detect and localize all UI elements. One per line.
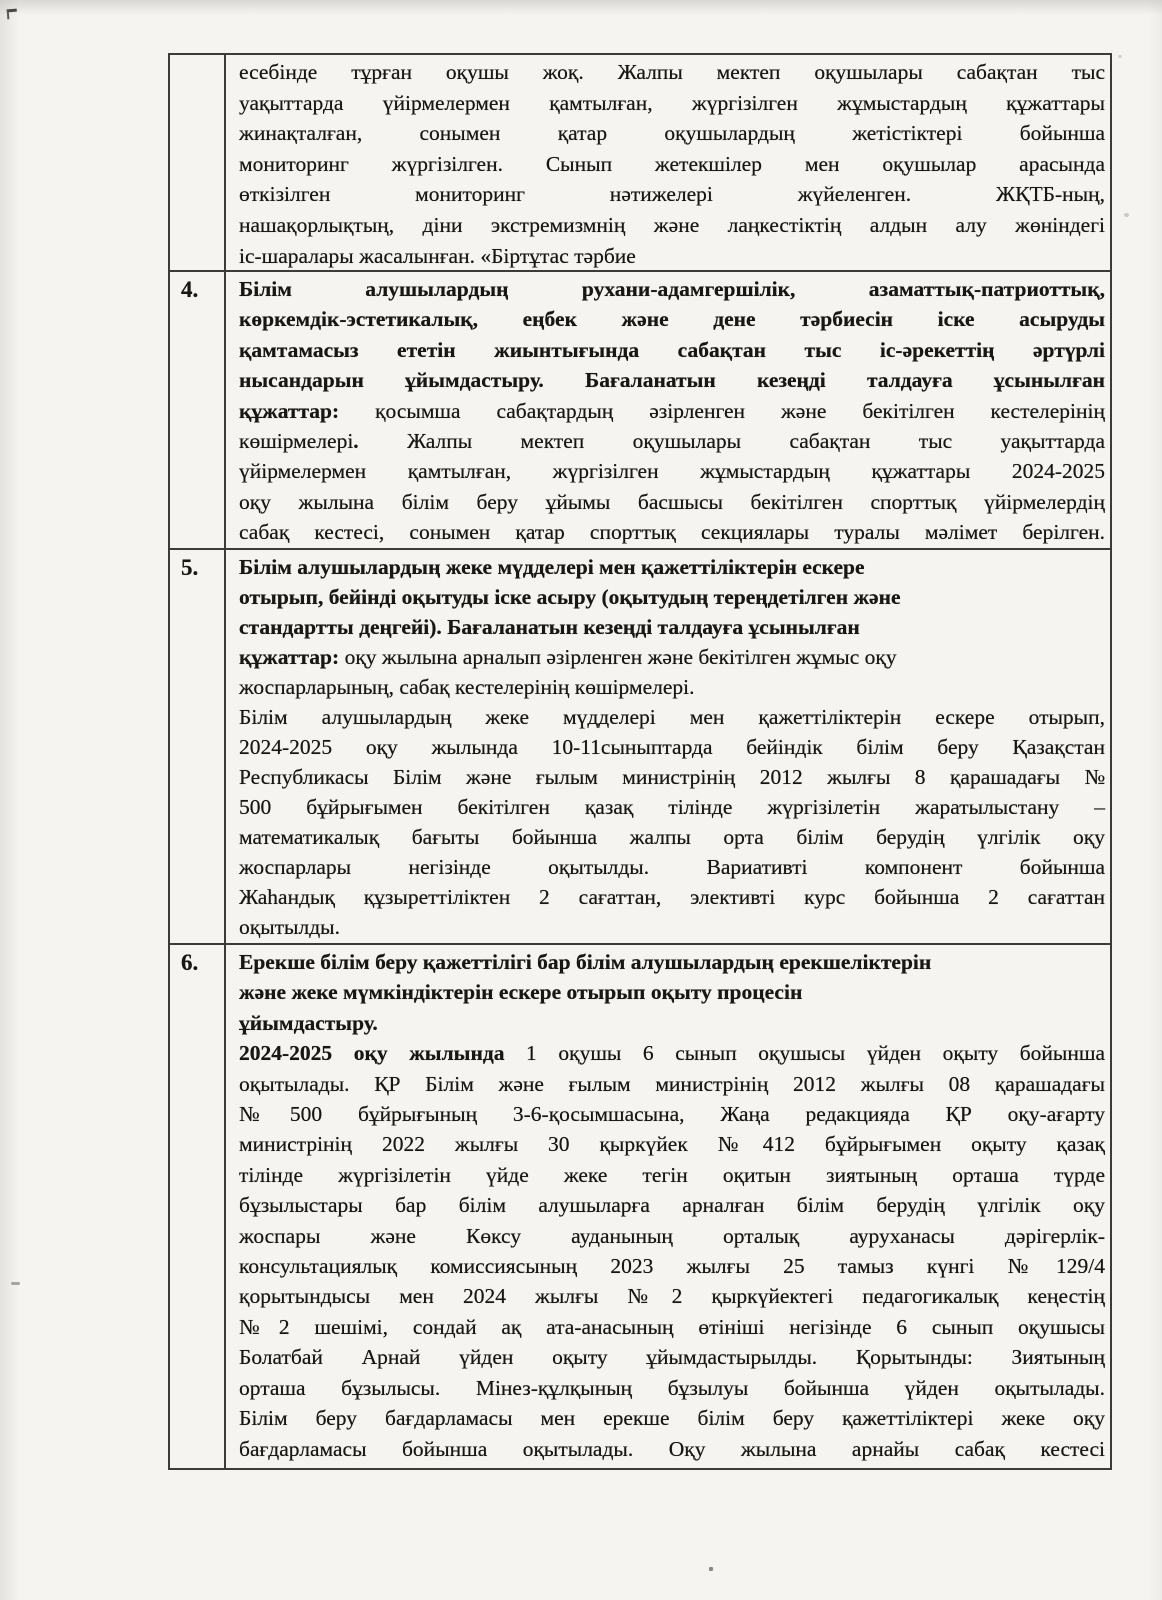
row-number: 4. [181, 277, 199, 302]
scan-dash-artifact [11, 1282, 20, 1285]
row-number-cell [170, 272, 226, 548]
text-segment: Болатбай Арнай үйден оқыту ұйымдастырылды. Қорытынды: Зиятының [239, 1345, 1105, 1370]
text-line [239, 642, 1105, 672]
table-row-continuation [170, 55, 1110, 272]
bold-text-segment: Білім алушылардың жеке мүдделері мен қажеттіліктерін ескере [239, 555, 865, 579]
text-line [239, 517, 1105, 547]
text-line [239, 1281, 1105, 1311]
text-line [239, 304, 1105, 334]
text-line [239, 241, 1105, 270]
bold-text-segment: 2024-2025 оқу жылында [239, 1041, 505, 1066]
text-segment: жоспары және Көксу ауданының орталық ауруханасы дәрігерлік- [239, 1223, 1105, 1248]
text-line [239, 118, 1105, 149]
text-line [239, 822, 1105, 852]
text-line [239, 582, 1105, 612]
row-content [226, 550, 1110, 943]
text-segment: үйірмелермен қамтылған, жүргізілген жұмыстардың құжаттары 2024-2025 [239, 459, 1105, 484]
text-line [239, 426, 1105, 456]
text-segment: №500 бұйрығының 3-6-қосымшасына, Жаңа редакцияда ҚР оқу-ағарту [239, 1102, 1105, 1127]
row-number-cell [170, 55, 226, 270]
text-line [239, 612, 1105, 642]
text-line [239, 274, 1105, 304]
text-line [239, 149, 1105, 180]
text-line [239, 1069, 1105, 1099]
text-segment: жоспарларының, сабақ кестелерінің көшірмелері. [239, 675, 695, 699]
text-line [239, 977, 1105, 1007]
text-segment: Республикасы Білім және ғылым министрінің 2012 жылғы 8 қарашадағы № [239, 765, 1105, 789]
text-segment: бұзылыстары бар білім алушыларға арналған білім берудің үлгілік оқу [239, 1193, 1105, 1218]
text-line [239, 1251, 1105, 1281]
bold-text-segment: ұйымдастыру. [239, 1010, 378, 1035]
bold-text-segment: стандартты деңгейі). Бағаланатын кезеңді талдауға ұсынылған [239, 615, 860, 639]
text-line [239, 1373, 1105, 1403]
text-segment: өткізілген мониторинг нәтижелері жүйеленген. ЖҚТБ-ның, [239, 182, 1105, 207]
text-line [239, 1160, 1105, 1190]
text-line [239, 1342, 1105, 1372]
text-line [239, 1099, 1105, 1129]
scan-speck-artifact [1118, 55, 1122, 58]
bold-text-segment: Білім алушылардың рухани-адамгершілік, азаматтық-патриоттық, [239, 277, 1105, 301]
text-line [239, 1008, 1105, 1038]
row-content [226, 945, 1110, 1468]
bold-text-segment: нысандарын ұйымдастыру. Бағаланатын кезеңді талдауға ұсынылған [239, 368, 1105, 393]
text-segment: жинақталған, сонымен қатар оқушылардың жетістіктері бойынша [239, 121, 1105, 146]
bold-text-segment: және жеке мүмкіндіктерін ескере отырып оқыту процесін [239, 980, 803, 1005]
table-row-6 [170, 945, 1110, 1468]
text-segment: №2 шешімі, сондай ақ ата-анасының өтініші негізінде 6 сынып оқушысы [239, 1314, 1105, 1339]
bold-text-segment: құжаттар: [239, 398, 340, 423]
text-line [239, 88, 1105, 119]
text-segment: математикалық бағыты бойынша жалпы орта білім берудің үлгілік оқу [239, 825, 1105, 849]
bold-text-segment: көркемдік-эстетикалық, еңбек және дене тәрбиесін іске асыруды [239, 307, 1105, 332]
text-segment: жоспарлары негізінде оқытылды. Вариативті компонент бойынша [239, 855, 1105, 879]
table-row-5 [170, 550, 1110, 945]
text-line [239, 1221, 1105, 1251]
text-line [239, 792, 1105, 822]
text-line [239, 487, 1105, 517]
row-number-cell [170, 945, 226, 1468]
text-line [239, 732, 1105, 762]
table-row-4 [170, 272, 1110, 550]
text-segment: Жалпы мектеп оқушылары сабақтан тыс уақыттарда [358, 429, 1105, 454]
text-line [239, 57, 1105, 88]
text-line [239, 1129, 1105, 1159]
text-segment: орташа бұзылысы. Мінез-құлқының бұзылуы бойынша үйден оқытылады. [239, 1375, 1105, 1400]
scan-speck-artifact [1124, 213, 1129, 217]
bold-text-segment: отырып, бейінді оқытуды іске асыру (оқытудың тереңдетілген және [239, 585, 901, 609]
text-segment: 500 бұйрығымен бекітілген қазақ тілінде жүргізілетін жаратылыстану – [239, 795, 1105, 819]
text-segment: көшірмелері [239, 429, 354, 454]
row-content [226, 55, 1110, 270]
text-segment: нашақорлықтың, діни экстремизмнің және лаңкестіктің алдын алу жөніндегі [239, 212, 1105, 237]
text-line [239, 882, 1105, 912]
text-segment: оқу жылына білім беру ұйымы басшысы бекітілген спорттық үйірмелердің [239, 489, 1105, 514]
bold-text-segment: Ерекше білім беру қажеттілігі бар білім алушылардың ерекшеліктерін [239, 950, 932, 974]
text-line [239, 672, 1105, 702]
text-line [239, 552, 1105, 582]
text-segment: есебінде тұрған оқушы жоқ. Жалпы мектеп оқушылары сабақтан тыс [239, 60, 1105, 84]
text-segment: министрінің 2022 жылғы 30 қыркүйек №412 бұйрығымен оқыту қазақ [239, 1132, 1105, 1157]
criteria-table [168, 53, 1112, 1470]
text-line [239, 1038, 1105, 1068]
text-line [239, 335, 1105, 365]
text-segment: Жаһандық құзыреттіліктен 2 сағаттан, элективті курс бойынша 2 сағаттан [239, 885, 1105, 909]
text-line [239, 1190, 1105, 1220]
text-segment: іс-шаралары жасалынған. «Біртұтас тәрбие [239, 243, 636, 268]
text-line [239, 912, 1105, 942]
text-segment: 1 оқушы 6 сынып оқушысы үйден оқыту бойынша [504, 1041, 1105, 1066]
row-number-cell [170, 550, 226, 943]
text-segment: оқу жылына арналып әзірленген және бекітілген жұмыс оқу [339, 645, 897, 669]
scan-dot-artifact [709, 1567, 713, 1571]
row-number: 5. [181, 555, 199, 580]
text-segment: консультациялық комиссиясының 2023 жылғы 25 тамыз күнгі №129/4 [239, 1254, 1105, 1279]
text-segment: оқытылды. [239, 915, 340, 939]
bold-text-segment: . [353, 429, 359, 454]
text-line [239, 702, 1105, 732]
text-segment: қорытындысы мен 2024 жылғы №2 қыркүйектегі педагогикалық кеңестің [239, 1284, 1105, 1309]
text-segment: бағдарламасы бойынша оқытылады. Оқу жылына арнайы сабақ кестесі [239, 1436, 1105, 1461]
pen-mark-artifact [7, 9, 18, 20]
bold-text-segment: құжаттар: [239, 645, 340, 669]
text-segment: тілінде жүргізілетін үйде жеке тегін оқитын зиятының орташа түрде [239, 1162, 1105, 1187]
text-line [239, 179, 1105, 210]
bold-text-segment: қамтамасыз ететін жиынтығында сабақтан тыс іс-әрекеттің әртүрлі [239, 337, 1105, 362]
text-line [239, 365, 1105, 395]
text-segment: Білім беру бағдарламасы мен ерекше білім беру қажеттіліктері жеке оқу [239, 1406, 1105, 1431]
text-segment: сабақ кестесі, сонымен қатар спорттық секциялары туралы мәлімет берілген. [239, 520, 1105, 545]
text-line [239, 762, 1105, 792]
text-segment: мониторинг жүргізілген. Сынып жетекшілер мен оқушылар арасында [239, 151, 1105, 176]
text-segment: қосымша сабақтардың әзірленген және бекітілген кестелерінің [339, 398, 1105, 423]
text-segment: оқытылады. ҚР Білім және ғылым министрінің 2012 жылғы 08 қарашадағы [239, 1071, 1105, 1096]
text-segment: Білім алушылардың жеке мүдделері мен қажеттіліктерін ескере отырып, [239, 705, 1105, 729]
row-content [226, 272, 1110, 548]
text-line [239, 210, 1105, 241]
row-number: 6. [181, 950, 199, 975]
text-line [239, 852, 1105, 882]
text-line [239, 396, 1105, 426]
text-segment: уақыттарда үйірмелермен қамтылған, жүргізілген жұмыстардың құжаттары [239, 90, 1105, 115]
text-line [239, 1403, 1105, 1433]
text-line [239, 947, 1105, 977]
text-segment: 2024-2025 оқу жылында 10-11сыныптарда бейіндік білім беру Қазақстан [239, 735, 1105, 759]
text-line [239, 456, 1105, 486]
text-line [239, 1434, 1105, 1464]
text-line [239, 1312, 1105, 1342]
